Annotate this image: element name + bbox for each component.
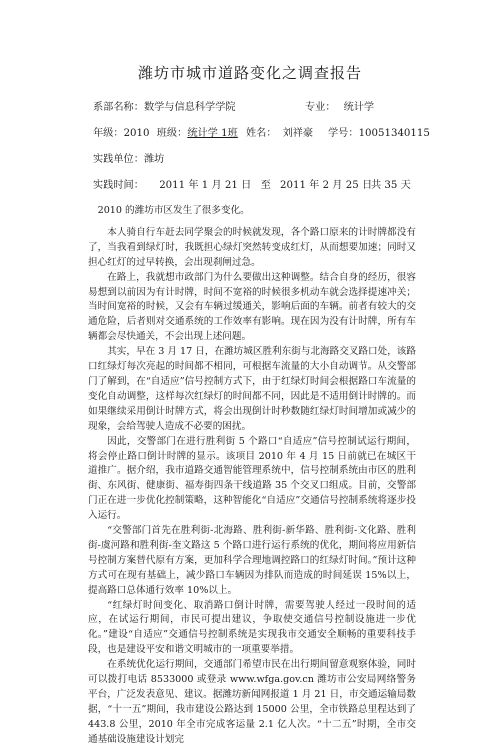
unit-value: 潍坊 bbox=[143, 154, 165, 165]
body-paragraph: “红绿灯时间变化、取消路口倒计时牌，需要驾驶人经过一段时间的适应，在试运行期间，市民可提出建议，争取使交通信号控制设施进一步优化。”建设“自适应”交通信号控制系统是实现我市交通安全顺畅的重要科技手段，也是建设平安和谐文明城市的一项重要举措。 bbox=[88, 599, 416, 656]
id-label: 学号： bbox=[328, 128, 359, 139]
class-value: 统计学 1班 bbox=[187, 128, 238, 139]
name-field bbox=[246, 124, 313, 139]
report-body bbox=[88, 204, 416, 748]
grade-value: 2010 bbox=[123, 128, 150, 139]
body-paragraph: 因此，交警部门在进行胜利街 5 个路口“自适应”信号控制试运行期间，将会停止路口倒计时牌的显示。该项目 2010 年 4 月 15 日前就已在城区干道推广。据介绍，我市道路交通智能管理系统中，信号控制系统由市区的胜利街、东风街、健康街、福寿街四条干线道路 35 个交叉口组成。目前，交警部门正在进一步优化控制策略，这种智能化“自适应”交通信号控制系统将逐步投入运行。 bbox=[88, 435, 416, 522]
body-paragraph: “交警部门首先在胜利街-北海路、胜利街-新华路、胜利街-文化路、胜利街-虞河路和胜利街-奎文路这 5 个路口进行运行系统的优化，期间将应用新信号控制方案替代原有方案，更加科学合理地调控路口的红绿灯时间。”预计这种方式可在现有基础上，减少路口车辆因为排队而造成的时间延误 15%以上，提高路口总体通行效率 10%以上。 bbox=[88, 525, 416, 596]
body-paragraph: 本人骑自行车赶去同学聚会的时候就发现，各个路口原来的计时牌都没有了，当我看到绿灯时，我既担心绿灯突然转变成红灯，从而想要加速；同时又担心红灯的过早转换，会出现刹闸过急。 bbox=[88, 226, 416, 268]
department-value: 数学与信息科学学院 bbox=[143, 102, 236, 113]
body-paragraph: 其实，早在 3 月 17 日，在潍坊城区胜利东街与北海路交叉路口处，该路口红绿灯每次亮起的时间都不相同，可根据车流量的大小自动调节。从交警部门了解到，在“自适应”信号控制方式下，由于红绿灯时间会根据路口车流量的变化自动调整，这样每次红绿灯的时间都不同，因此是不适用倒计时牌的。而如果继续采用倒计时牌方式，将会出现倒计时秒数随红绿灯时间增加或减少的现象，会给驾驶人造成不必要的困扰。 bbox=[88, 346, 416, 432]
info-row-grade bbox=[93, 124, 430, 139]
body-paragraph: 在路上，我就想市政部门为什么要做出这种调整。结合自身的经历，很容易想到以前因为有计时牌，时间不宽裕的时候很多机动车就会选择提速冲关；当时间宽裕的时候，又会有车辆过缓通关，影响后面的车辆。前者有较大的交通危险，后者则对交通系统的工作效率有影响。现在因为没有计时牌，所有车辆都会尽快通关，不会出现上述问题。 bbox=[88, 271, 416, 343]
major-label: 专业： bbox=[305, 102, 336, 113]
body-paragraph: 2010 的潍坊市区发生了很多变化。 bbox=[97, 205, 250, 216]
department-label: 系部名称： bbox=[93, 102, 144, 113]
document-title: 潍坊市城市道路变化之调查报告 bbox=[137, 64, 362, 82]
info-row-time bbox=[93, 176, 411, 191]
info-row-department bbox=[93, 98, 375, 113]
time-total: 共 35 天 bbox=[371, 180, 411, 191]
body-paragraph: 在系统优化运行期间，交通部门希望市民在出行期间留意观察体验，同时可以拨打电话 8533000 或登录 www.wfga.gov.cn 潍坊市公安局网络警务平台，广泛发表意见、建议。据潍坊新闻网报道 1 月 21 日，市交通运输局数据，“十一五”期间，我市建设公路达到 15000 公里，全市铁路总里程达到了 443.8 公里，2010 年全市完成客运量 2.1 亿人次。“十二五”时期，全市交通基础设施建设计划完 bbox=[88, 659, 416, 745]
id-value: 10051340115 bbox=[358, 128, 430, 139]
time-separator: 至 bbox=[260, 180, 271, 191]
time-end: 2011 年 2 月 25 日 bbox=[280, 180, 373, 191]
name-value: 刘祥豪 bbox=[282, 128, 314, 139]
time-label: 实践时间： bbox=[93, 180, 144, 191]
time-start: 2011 年 1 月 21 日 bbox=[159, 180, 252, 191]
id-field bbox=[328, 124, 430, 139]
info-row-unit bbox=[93, 150, 164, 165]
unit-label: 实践单位： bbox=[93, 154, 144, 165]
name-label: 姓名： bbox=[246, 128, 277, 139]
major-value: 统计学 bbox=[343, 102, 375, 113]
major-field bbox=[305, 98, 374, 113]
grade-label: 年级： bbox=[93, 128, 124, 139]
class-label: 班级： bbox=[156, 128, 188, 139]
